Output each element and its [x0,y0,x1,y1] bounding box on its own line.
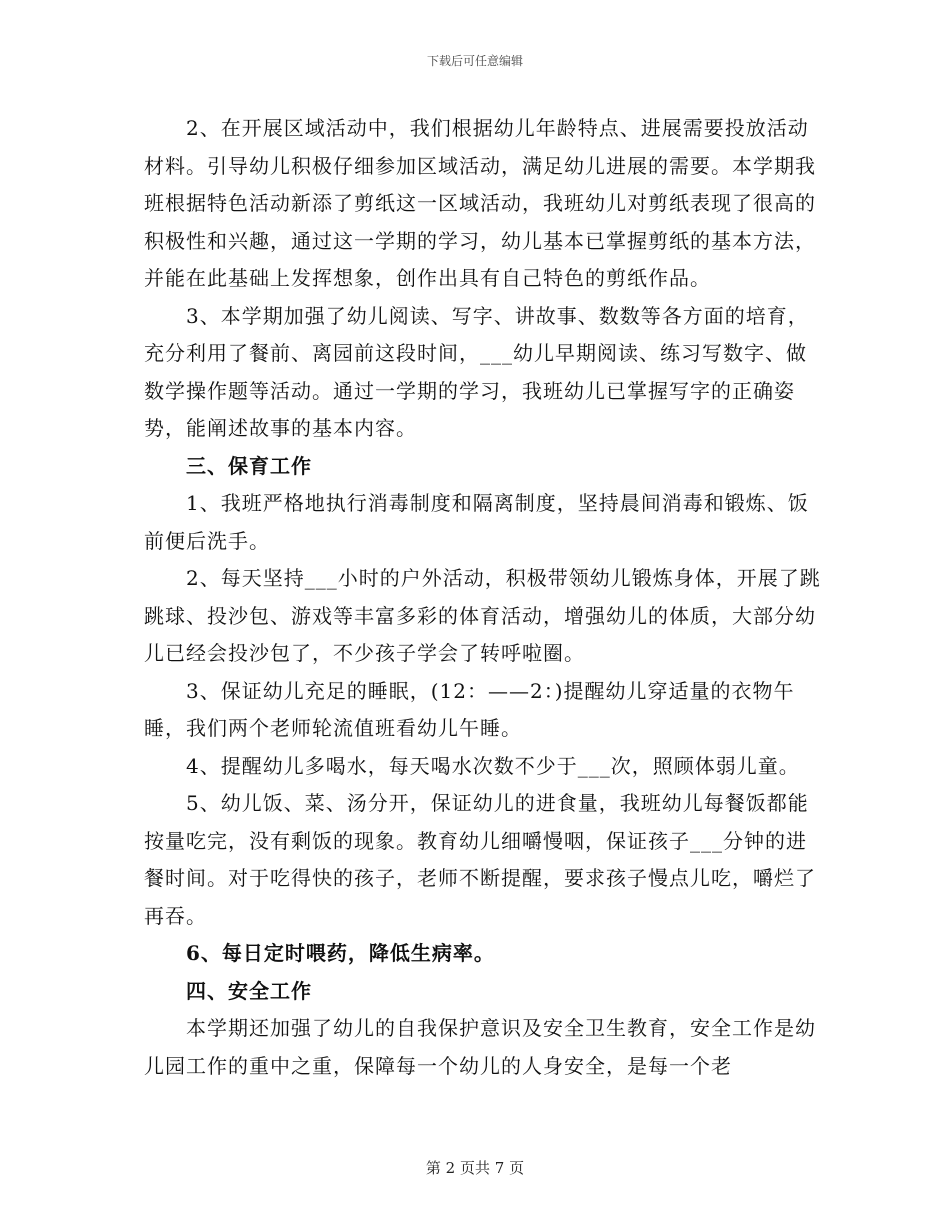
paragraph-sleep: 3、保证幼儿充足的睡眠，(12：——2：)提醒幼儿穿适量的衣物午睡，我们两个老师轮流值班看幼儿午睡。 [144,678,795,740]
document-body [144,110,824,1085]
paragraph-outdoor-activities: 2、每天坚持___小时的户外活动，积极带领幼儿锻炼身体，开展了跳跳球、投沙包、游戏等丰富多彩的体育活动，增强幼儿的体质，大部分幼儿已经会投沙包了，不少孩子学会了转呼啦圈。 [144,566,821,665]
page-header: 下载后可任意编辑 [426,54,523,68]
paragraph-drinking-water: 4、提醒幼儿多喝水，每天喝水次数不少于___次，照顾体弱儿童。 [186,753,800,778]
page-number-footer: 第 2 页共 7 页 [425,1159,525,1177]
section-heading-safety-work: 四、安全工作 [186,978,312,1003]
paragraph-medicine: 6、每日定时喂药，降低生病率。 [186,941,495,965]
paragraph-disinfection: 1、我班严格地执行消毒制度和隔离制度，坚持晨间消毒和锻炼、饭前便后洗手。 [144,491,809,553]
section-heading-care-work: 三、保育工作 [186,453,312,478]
paragraph-area-activities: 2、在开展区域活动中，我们根据幼儿年龄特点、进展需要投放活动材料。引导幼儿积极仔细参加区域活动，满足幼儿进展的需要。本学期我班根据特色活动新添了剪纸这一区域活动，我班幼儿对剪纸表现了很高的积极性和兴趣，通过这一学期的学习，幼儿基本已掌握剪纸的基本方法，并能在此基础上发挥想象，创作出具有自己特色的剪纸作品。 [144,116,816,290]
paragraph-safety: 本学期还加强了幼儿的自我保护意识及安全卫生教育，安全工作是幼儿园工作的重中之重，保障每一个幼儿的人身安全，是每一个老 [144,1016,816,1078]
paragraph-meals: 5、幼儿饭、菜、汤分开，保证幼儿的进食量，我班幼儿每餐饭都能按量吃完，没有剩饭的现象。教育幼儿细嚼慢咽，保证孩子___分钟的进餐时间。对于吃得快的孩子，老师不断提醒，要求孩子慢点儿吃，嚼烂了再吞。 [144,791,816,928]
paragraph-reading-writing: 3、本学期加强了幼儿阅读、写字、讲故事、数数等各方面的培育，充分利用了餐前、离园前这段时间，___幼儿早期阅读、练习写数字、做数学操作题等活动。通过一学期的学习，我班幼儿已掌握写字的正确姿势，能阐述故事的基本内容。 [144,303,809,440]
